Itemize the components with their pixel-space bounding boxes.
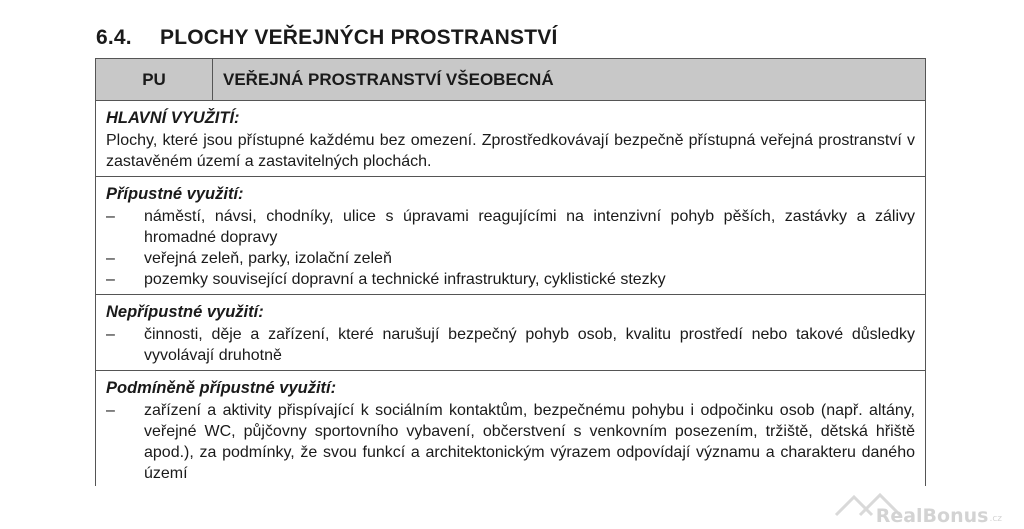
list-item-text: činnosti, děje a zařízení, které narušují bezpečný pohyb osob, kvalitu prostředí nebo takové důsledky vyvolávají druhotně bbox=[144, 326, 915, 364]
list-item bbox=[106, 400, 915, 484]
list-item bbox=[106, 269, 915, 290]
section-title: PLOCHY VEŘEJNÝCH PROSTRANSTVÍ bbox=[160, 26, 558, 49]
permitted-use-section bbox=[96, 177, 925, 295]
list-dash: – bbox=[106, 402, 115, 419]
section-number: 6.4. bbox=[96, 26, 132, 49]
area-code: PU bbox=[96, 59, 213, 100]
list-dash: – bbox=[106, 326, 115, 343]
forbidden-use-section bbox=[96, 295, 925, 371]
main-use-text: Plochy, které jsou přístupné každému bez omezení. Zprostředkovávají bezpečně přístupná veřejná prostranství v zastavěném území a zastavitelných plochách. bbox=[106, 132, 915, 170]
list-dash: – bbox=[106, 250, 115, 267]
watermark-brand: RealBonus bbox=[875, 505, 989, 527]
regulation-table bbox=[95, 58, 926, 486]
list-item-text: veřejná zeleň, parky, izolační zeleň bbox=[144, 250, 392, 267]
list-item bbox=[106, 206, 915, 248]
forbidden-use-title: Nepřípustné využití: bbox=[106, 303, 264, 321]
main-use-title: HLAVNÍ VYUŽITÍ: bbox=[106, 109, 240, 127]
watermark bbox=[834, 491, 1002, 527]
conditional-use-title: Podmíněně přípustné využití: bbox=[106, 379, 337, 397]
list-item bbox=[106, 324, 915, 366]
list-dash: – bbox=[106, 208, 115, 225]
area-name: VEŘEJNÁ PROSTRANSTVÍ VŠEOBECNÁ bbox=[223, 69, 554, 89]
section-heading bbox=[96, 26, 557, 50]
watermark-suffix: .cz bbox=[989, 514, 1002, 524]
list-item-text: náměstí, návsi, chodníky, ulice s úpravami reagujícími na intenzivní pohyb pěších, zastávky a zálivy hromadné dopravy bbox=[144, 208, 915, 246]
table-header bbox=[96, 59, 925, 101]
list-dash: – bbox=[106, 271, 115, 288]
list-item-text: zařízení a aktivity přispívající k sociálním kontaktům, bezpečnému pohybu i odpočinku osob (např. altány, veřejné WC, půjčovny sportovního vybavení, občerstvení s venkovním posezením, tržiště, dětská hřiště apod.), za podmínky, že svou funkcí a architektonickým výrazem odpovídají významu a charakteru daného území bbox=[144, 402, 915, 482]
permitted-use-title: Přípustné využití: bbox=[106, 185, 244, 203]
list-item-text: pozemky související dopravní a technické infrastruktury, cyklistické stezky bbox=[144, 271, 666, 288]
main-use-section bbox=[96, 101, 925, 177]
list-item bbox=[106, 248, 915, 269]
conditional-use-section bbox=[96, 371, 925, 486]
